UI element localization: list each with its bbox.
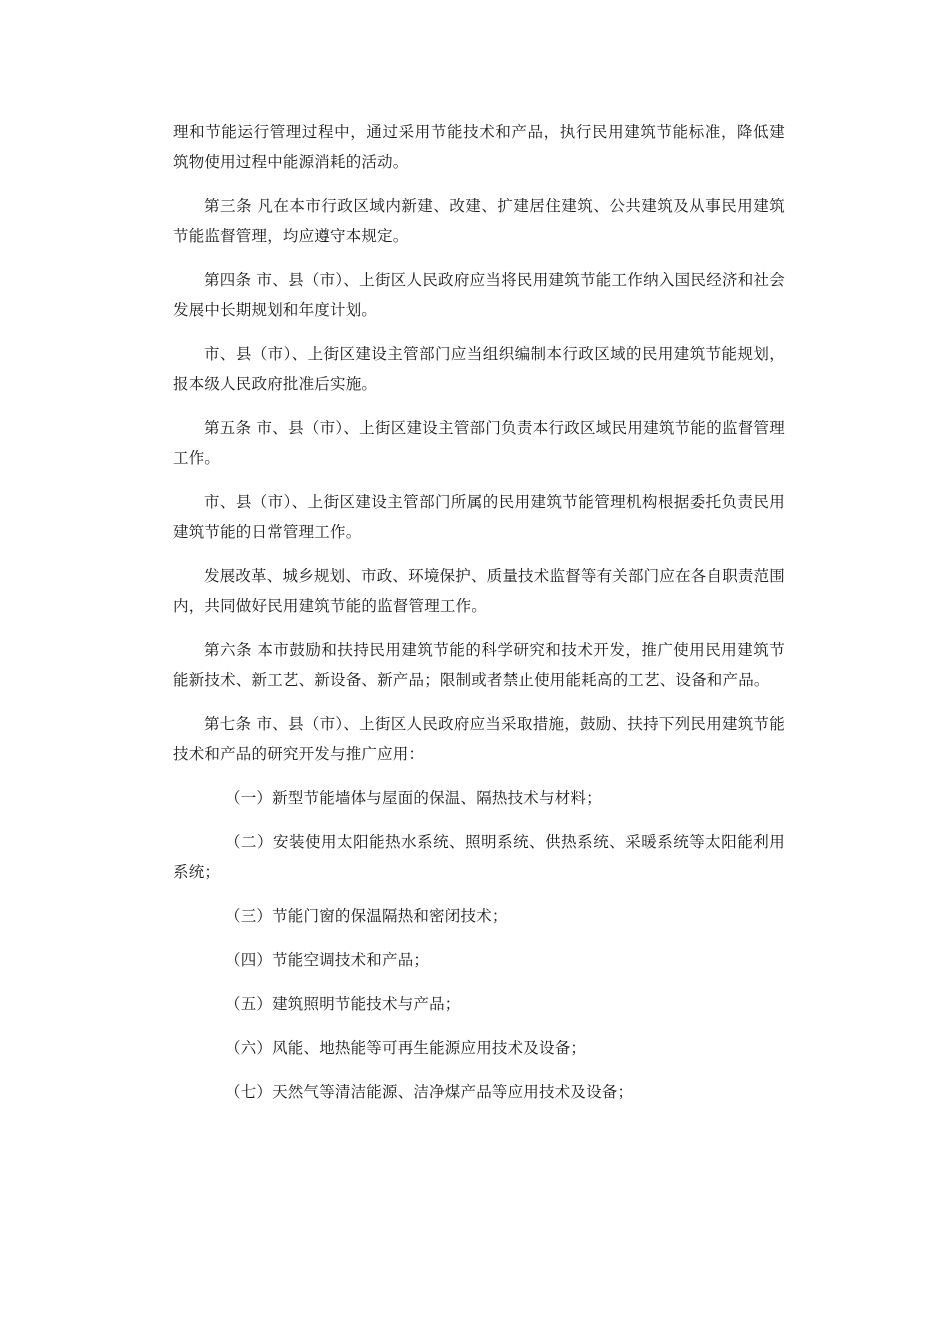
article-6-paragraph: 第六条 本市鼓励和扶持民用建筑节能的科学研究和技术开发，推广使用民用建筑节能新技术、新工艺、新设备、新产品；限制或者禁止使用能耗高的工艺、设备和产品。 <box>173 641 785 689</box>
list-item: （一）新型节能墙体与屋面的保温、隔热技术与材料； <box>225 789 602 807</box>
article-4-paragraph: 第四条 市、县（市）、上街区人民政府应当将民用建筑节能工作纳入国民经济和社会发展中长期规划和年度计划。 <box>173 271 785 319</box>
list-item: （二）安装使用太阳能热水系统、照明系统、供热系统、采暖系统等太阳能利用系统； <box>173 833 785 881</box>
article-5-paragraph: 第五条 市、县（市）、上街区建设主管部门负责本行政区域民用建筑节能的监督管理工作。 <box>173 419 785 467</box>
list-item: （三）节能门窗的保温隔热和密闭技术； <box>225 907 508 925</box>
list-item: （六）风能、地热能等可再生能源应用技术及设备； <box>225 1039 587 1057</box>
list-item: （五）建筑照明节能技术与产品； <box>225 995 461 1013</box>
article-7-paragraph: 第七条 市、县（市）、上街区人民政府应当采取措施，鼓励、扶持下列民用建筑节能技术和产品的研究开发与推广应用： <box>173 715 785 763</box>
article-3-paragraph: 第三条 凡在本市行政区域内新建、改建、扩建居住建筑、公共建筑及从事民用建筑节能监督管理，均应遵守本规定。 <box>173 197 785 245</box>
document-body <box>173 117 785 1121</box>
paragraph: 理和节能运行管理过程中，通过采用节能技术和产品，执行民用建筑节能标准，降低建筑物使用过程中能源消耗的活动。 <box>173 123 785 171</box>
list-item: （七）天然气等清洁能源、洁净煤产品等应用技术及设备； <box>225 1083 634 1101</box>
paragraph: 市、县（市）、上街区建设主管部门应当组织编制本行政区域的民用建筑节能规划，报本级人民政府批准后实施。 <box>173 345 785 393</box>
list-item: （四）节能空调技术和产品； <box>225 951 430 969</box>
paragraph: 发展改革、城乡规划、市政、环境保护、质量技术监督等有关部门应在各自职责范围内，共同做好民用建筑节能的监督管理工作。 <box>173 567 785 615</box>
paragraph: 市、县（市）、上街区建设主管部门所属的民用建筑节能管理机构根据委托负责民用建筑节能的日常管理工作。 <box>173 493 785 541</box>
